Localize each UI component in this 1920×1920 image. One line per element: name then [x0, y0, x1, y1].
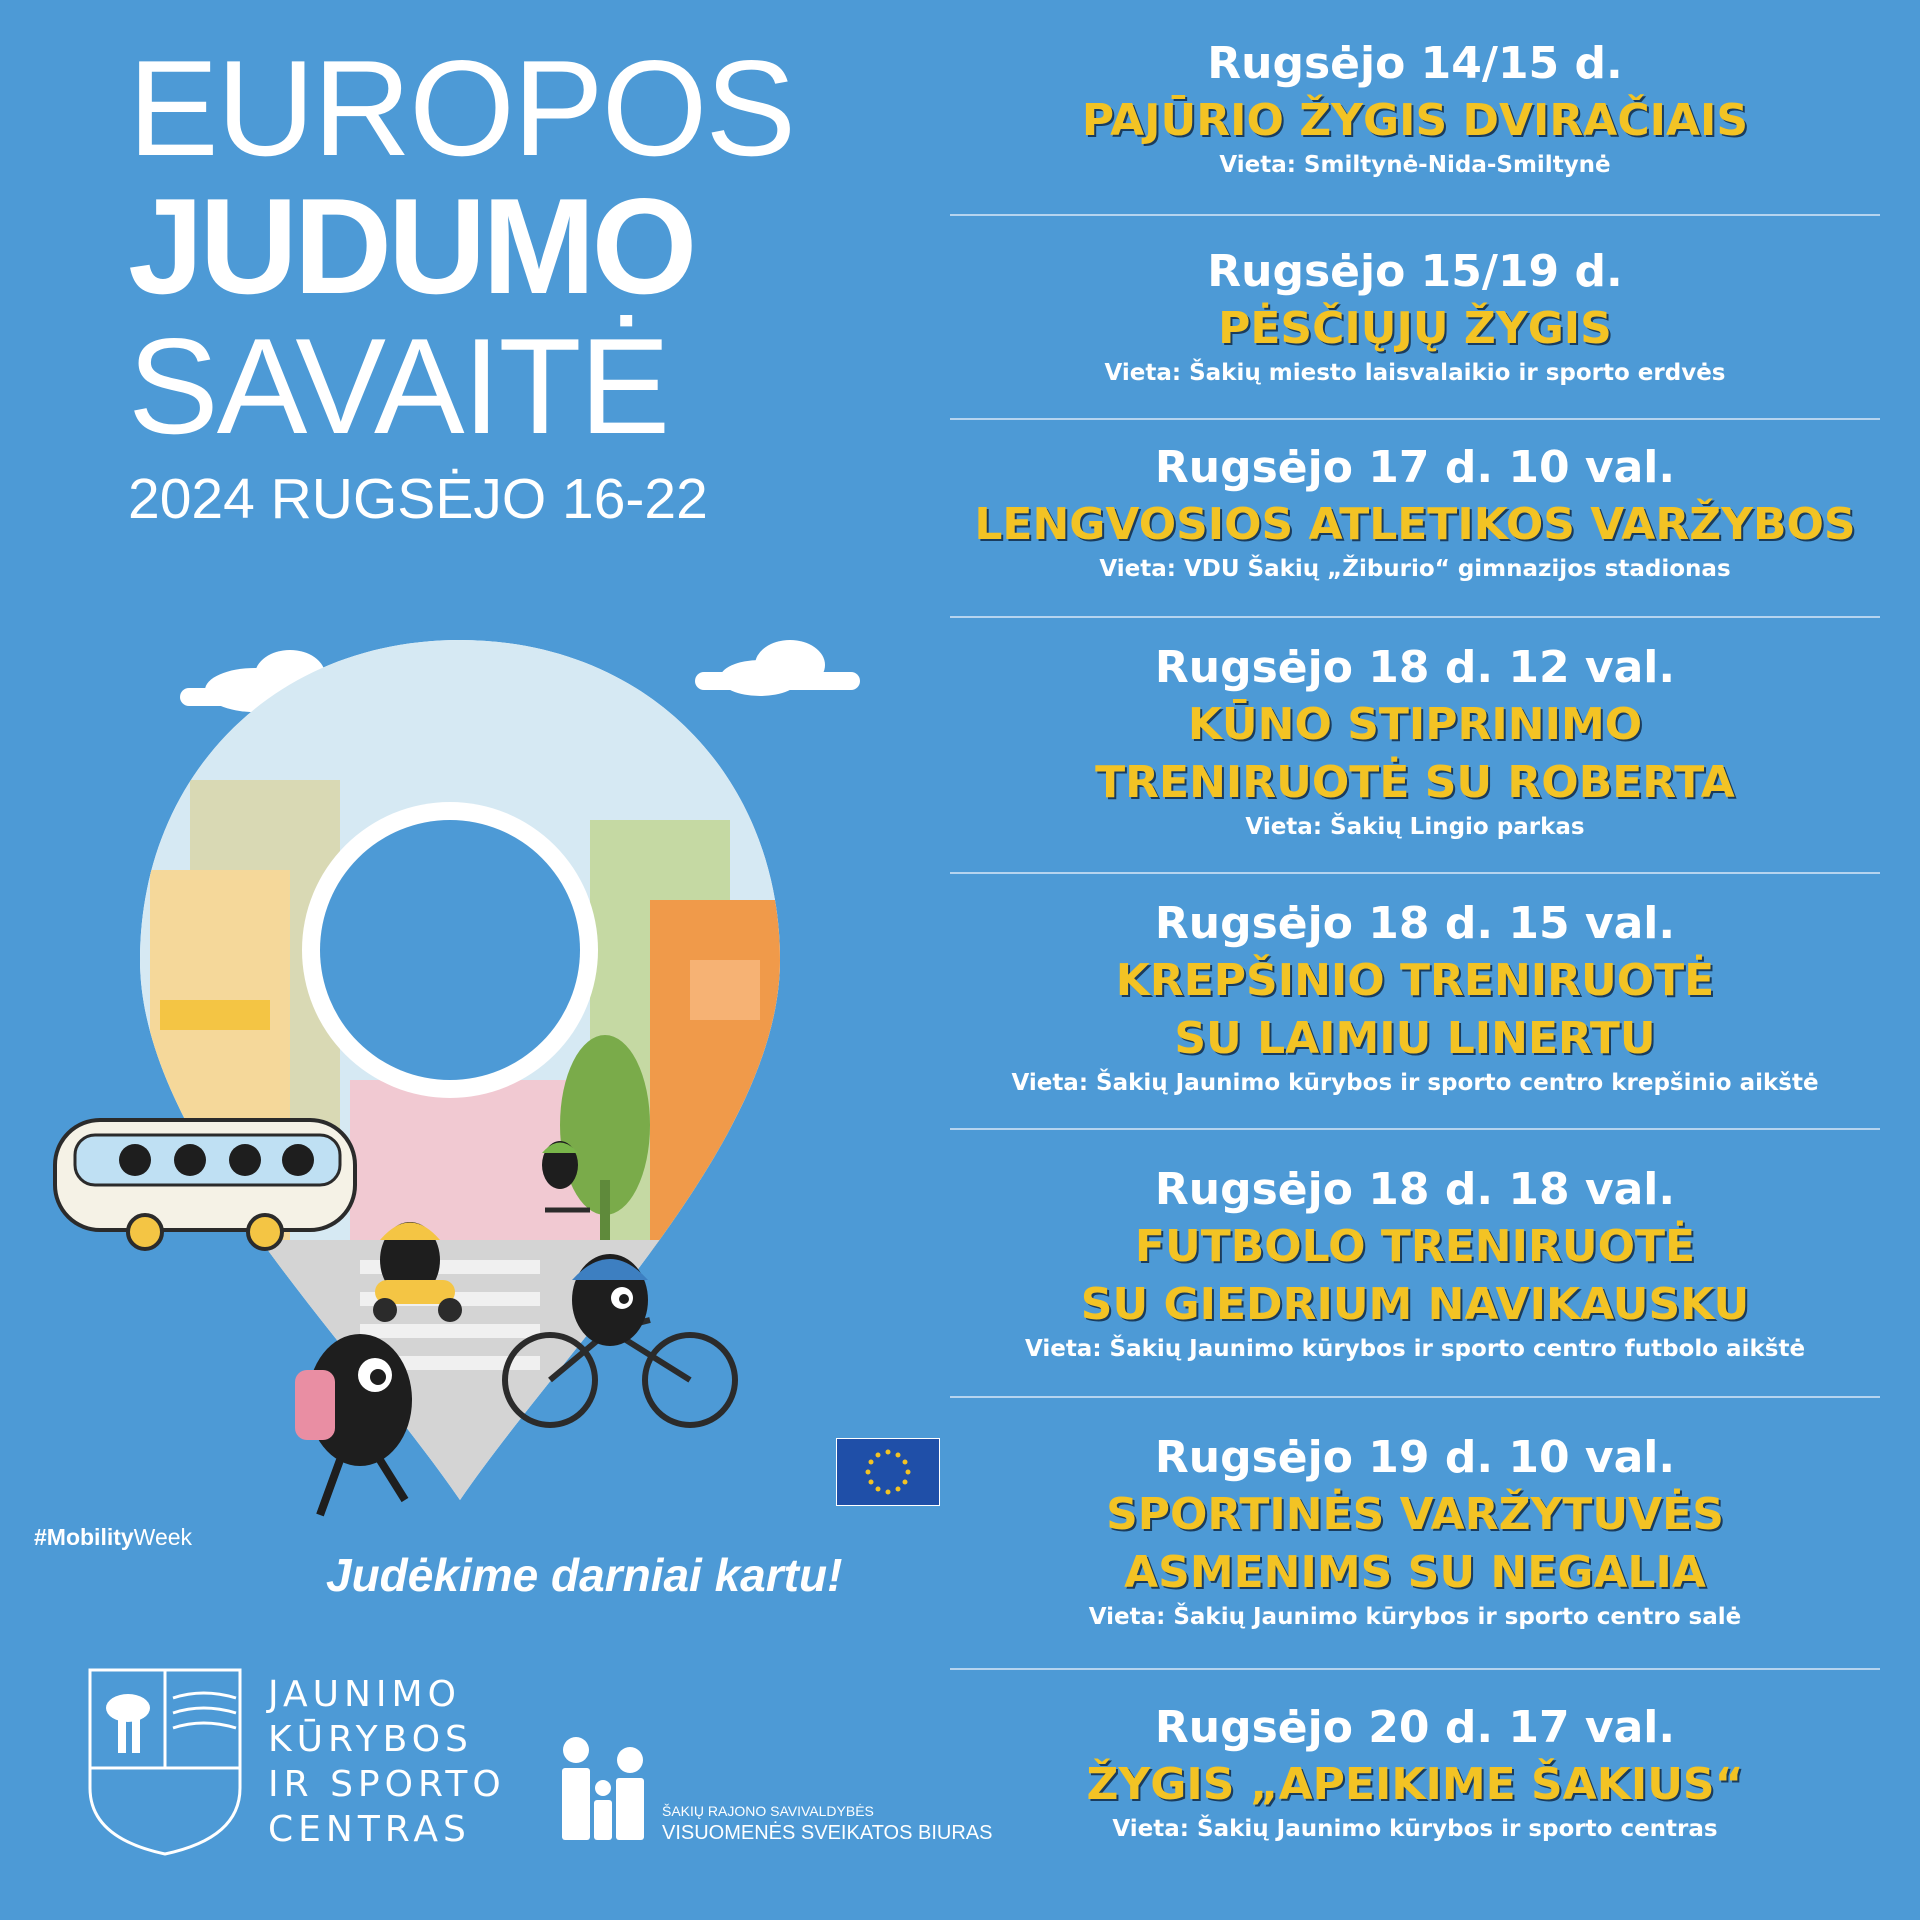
- hashtag: #MobilityWeek: [34, 1524, 193, 1550]
- event-title: KŪNO STIPRINIMO: [1187, 699, 1643, 750]
- event-place: Vieta: Šakių Lingio parkas: [1245, 814, 1585, 840]
- family-logo-icon: [558, 1736, 648, 1840]
- event-place: Vieta: Šakių Jaunimo kūrybos ir sporto centro futbolo aikštė: [1024, 1336, 1806, 1362]
- event-item: [950, 874, 1880, 1130]
- event-title: ASMENIMS SU NEGALIA: [1124, 1547, 1706, 1598]
- event-title: LENGVOSIOS ATLETIKOS VARŽYBOS: [974, 499, 1856, 550]
- event-item: [950, 1670, 1880, 1870]
- event-item: [950, 28, 1880, 216]
- event-place: Vieta: Smiltynė-Nida-Smiltynė: [1219, 152, 1611, 178]
- event-date: Rugsėjo 20 d. 17 val.: [1154, 1702, 1676, 1753]
- slogan: Judėkime darniai kartu!: [326, 1549, 843, 1601]
- event-date: Rugsėjo 18 d. 12 val.: [1154, 642, 1676, 693]
- walker-icon: [295, 1334, 412, 1515]
- event-title: PĖSČIŲJŲ ŽYGIS: [1218, 303, 1612, 354]
- event-title: FUTBOLO TRENIRUOTĖ: [1134, 1221, 1696, 1272]
- event-place: Vieta: Šakių Jaunimo kūrybos ir sporto centras: [1112, 1816, 1718, 1842]
- event-title: TRENIRUOTĖ SU ROBERTA: [1095, 757, 1735, 808]
- event-item: [950, 618, 1880, 874]
- event-date: Rugsėjo 18 d. 15 val.: [1154, 898, 1676, 949]
- event-date: Rugsėjo 19 d. 10 val.: [1154, 1432, 1676, 1483]
- event-place: Vieta: Šakių Jaunimo kūrybos ir sporto centro krepšinio aikštė: [1011, 1070, 1819, 1096]
- event-title: ŽYGIS „APEIKIME ŠAKIUS“: [1086, 1759, 1744, 1810]
- eu-flag-icon: [836, 1438, 940, 1506]
- event-date: Rugsėjo 15/19 d.: [1207, 246, 1623, 297]
- jksc-logo-icon: [88, 1668, 242, 1856]
- map-pin-illustration: [50, 620, 880, 1520]
- event-date: Rugsėjo 18 d. 18 val.: [1154, 1164, 1676, 1215]
- event-item: [950, 420, 1880, 618]
- event-place: Vieta: Šakių miesto laisvalaikio ir sporto erdvės: [1104, 360, 1726, 386]
- event-place: Vieta: VDU Šakių „Žiburio“ gimnazijos stadionas: [1099, 556, 1731, 582]
- cloud-icon: [695, 640, 860, 696]
- campaign-dates: 2024 RUGSĖJO 16-22: [128, 467, 708, 531]
- event-item: [950, 216, 1880, 420]
- title-line-judumo: JUDUMO: [128, 170, 694, 322]
- event-title: SU GIEDRIUM NAVIKAUSKU: [1080, 1279, 1750, 1330]
- event-title: SU LAIMIU LINERTU: [1174, 1013, 1656, 1064]
- event-title: KREPŠINIO TRENIRUOTĖ: [1115, 955, 1715, 1006]
- event-place: Vieta: Šakių Jaunimo kūrybos ir sporto centro salė: [1088, 1604, 1742, 1630]
- events-list: [950, 28, 1880, 1870]
- bus-icon: [55, 1120, 355, 1249]
- event-title: PAJŪRIO ŽYGIS DVIRAČIAIS: [1081, 95, 1749, 146]
- event-item: [950, 1398, 1880, 1670]
- event-date: Rugsėjo 17 d. 10 val.: [1154, 442, 1676, 493]
- title-line-europos: EUROPOS: [128, 32, 795, 184]
- campaign-title: [128, 32, 828, 534]
- event-date: Rugsėjo 14/15 d.: [1207, 38, 1623, 89]
- event-title: SPORTINĖS VARŽYTUVĖS: [1106, 1489, 1724, 1540]
- title-line-savaite: SAVAITĖ: [128, 310, 669, 462]
- event-item: [950, 1130, 1880, 1398]
- jksc-logo-text: JAUNIMO KŪRYBOS IR SPORTO CENTRAS: [268, 1674, 506, 1850]
- vsb-logo-text: ŠAKIŲ RAJONO SAVIVALDYBĖS VISUOMENĖS SVEIKATOS BIURAS: [662, 1803, 993, 1844]
